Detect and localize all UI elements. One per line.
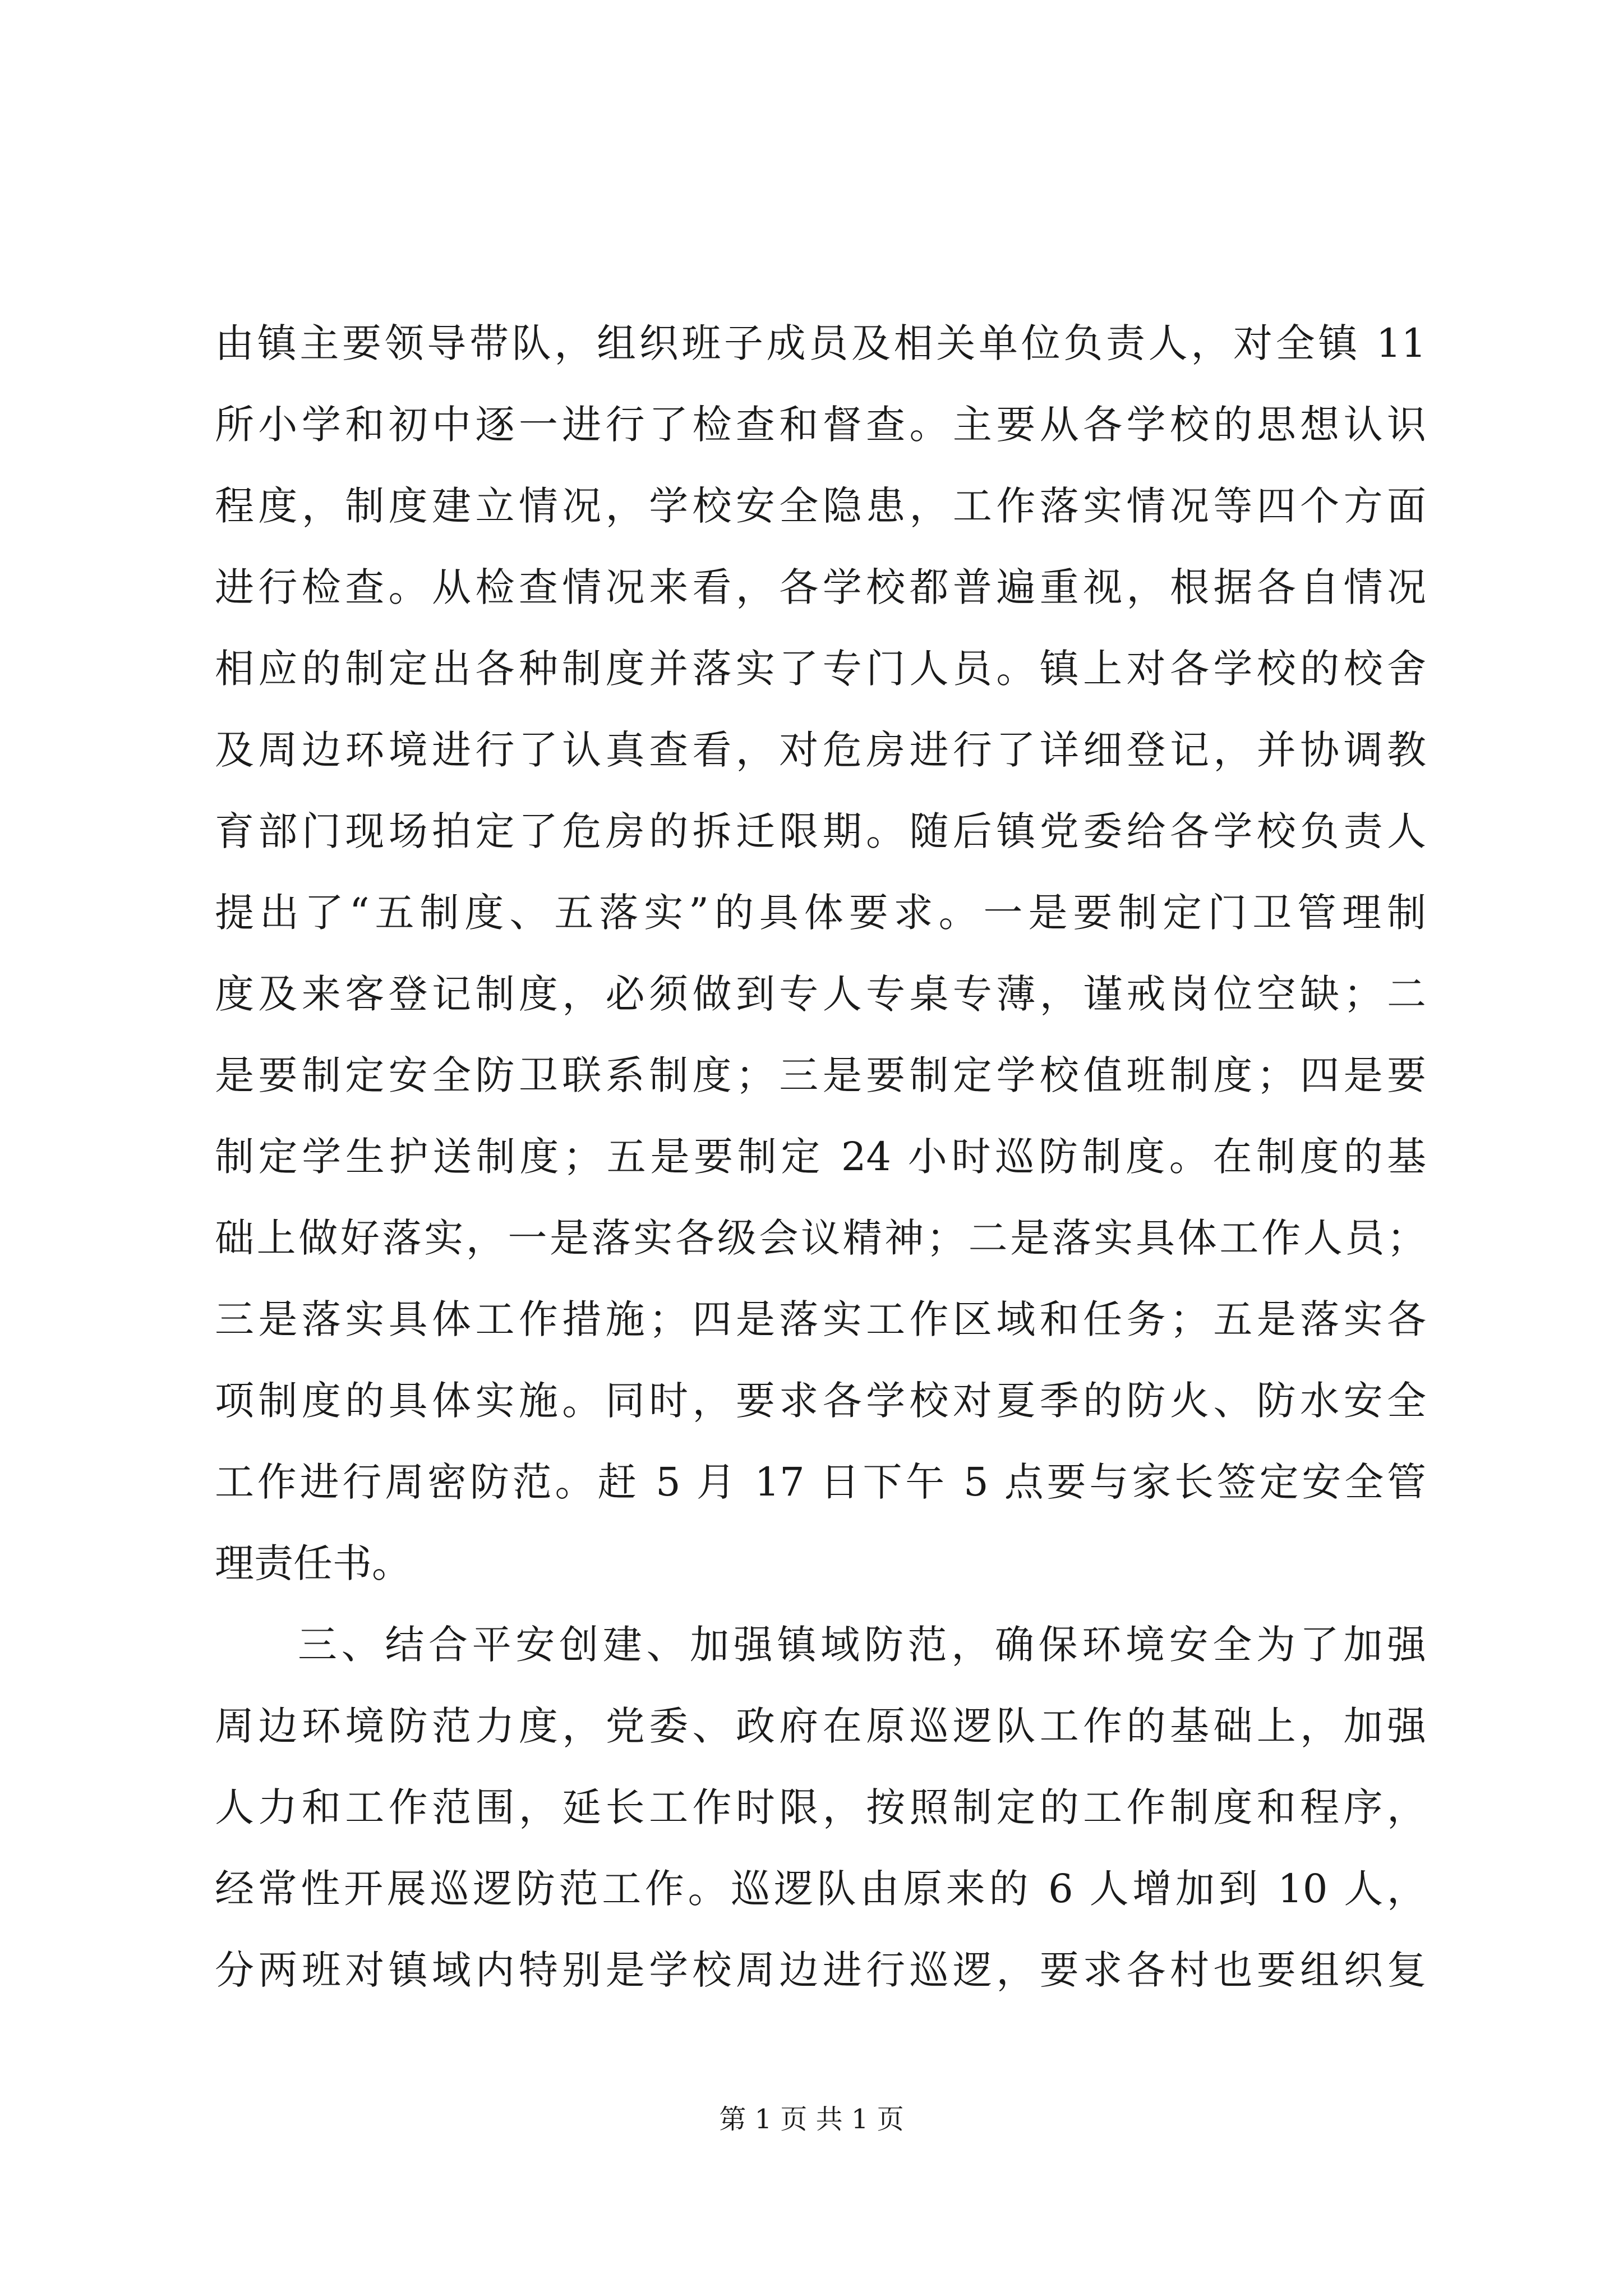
text-line: 所小学和初中逐一进行了检查和督查。主要从各学校的思想认识 bbox=[215, 402, 1426, 448]
text-line: 相应的制定出各种制度并落实了专门人员。镇上对各学校的校舍 bbox=[215, 646, 1426, 692]
text-line: 提出了“五制度、五落实”的具体要求。一是要制定门卫管理制 bbox=[215, 890, 1426, 936]
text-line: 础上做好落实，一是落实各级会议精神；二是落实具体工作人员； bbox=[215, 1215, 1426, 1261]
text-line: 理责任书。 bbox=[215, 1540, 411, 1586]
text-line: 育部门现场拍定了危房的拆迁限期。随后镇党委给各学校负责人 bbox=[215, 808, 1426, 854]
section-heading-line: 三、结合平安创建、加强镇域防范，确保环境安全为了加强 bbox=[298, 1622, 1426, 1668]
text-line: 三是落实具体工作措施；四是落实工作区域和任务；五是落实各 bbox=[215, 1296, 1426, 1342]
text-line: 分两班对镇域内特别是学校周边进行巡逻，要求各村也要组织复 bbox=[215, 1947, 1426, 1993]
text-line: 进行检查。从检查情况来看，各学校都普遍重视，根据各自情况 bbox=[215, 564, 1426, 610]
text-line: 工作进行周密防范。赶 5 月 17 日下午 5 点要与家长签定安全管 bbox=[215, 1459, 1426, 1505]
text-line: 度及来客登记制度，必须做到专人专桌专薄，谨戒岗位空缺；二 bbox=[215, 971, 1426, 1017]
text-line: 项制度的具体实施。同时，要求各学校对夏季的防火、防水安全 bbox=[215, 1378, 1426, 1424]
text-line: 制定学生护送制度；五是要制定 24 小时巡防制度。在制度的基 bbox=[215, 1134, 1426, 1180]
text-line: 经常性开展巡逻防范工作。巡逻队由原来的 6 人增加到 10 人， bbox=[215, 1866, 1426, 1912]
text-line: 及周边环境进行了认真查看，对危房进行了详细登记，并协调教 bbox=[215, 727, 1426, 773]
text-line: 人力和工作范围，延长工作时限，按照制定的工作制度和程序， bbox=[215, 1784, 1426, 1830]
text-line: 周边环境防范力度，党委、政府在原巡逻队工作的基础上，加强 bbox=[215, 1703, 1426, 1749]
body-text bbox=[215, 303, 1426, 2011]
page-footer: 第 1 页 共 1 页 bbox=[719, 2104, 904, 2135]
text-line: 是要制定安全防卫联系制度；三是要制定学校值班制度；四是要 bbox=[215, 1052, 1426, 1098]
text-line: 程度，制度建立情况，学校安全隐患，工作落实情况等四个方面 bbox=[215, 483, 1426, 529]
text-line: 由镇主要领导带队，组织班子成员及相关单位负责人，对全镇 11 bbox=[215, 320, 1426, 366]
